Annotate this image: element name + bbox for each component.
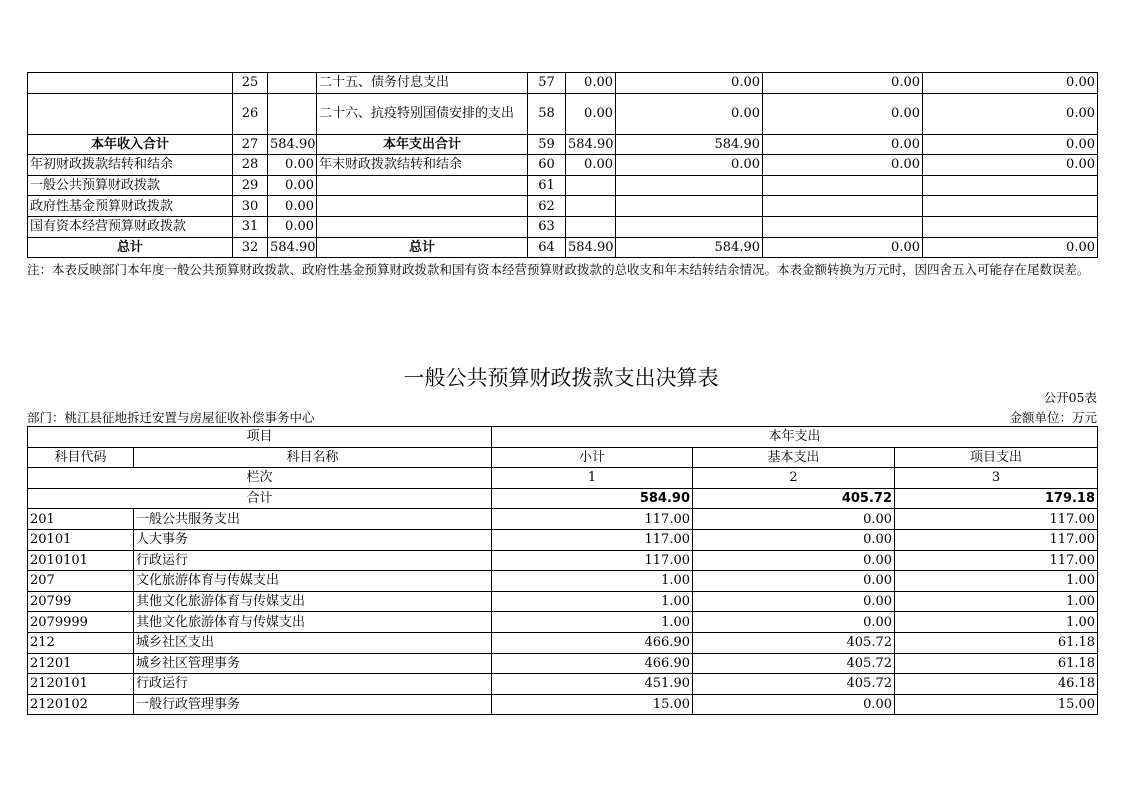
amount-cell xyxy=(923,216,1098,237)
subtotal-cell: 117.00 xyxy=(492,509,693,530)
project-cell: 117.00 xyxy=(895,509,1098,530)
amount-cell: 584.90 xyxy=(566,237,616,258)
row-number: 25 xyxy=(233,73,268,94)
table-row xyxy=(28,93,1098,134)
amount-cell: 0.00 xyxy=(566,73,616,94)
right-label xyxy=(317,196,528,217)
left-amount xyxy=(268,73,317,94)
project-cell: 46.18 xyxy=(895,674,1098,695)
project-cell: 117.00 xyxy=(895,550,1098,571)
project-cell: 61.18 xyxy=(895,653,1098,674)
amount-cell: 0.00 xyxy=(763,93,923,134)
left-label: 本年收入合计 xyxy=(28,134,233,155)
subject-code: 201 xyxy=(28,509,134,530)
header-column-order: 栏次 xyxy=(28,468,492,489)
table-row xyxy=(28,529,1098,550)
table-row xyxy=(28,73,1098,94)
basic-cell: 0.00 xyxy=(693,694,895,715)
left-amount: 0.00 xyxy=(268,175,317,196)
subject-name: 其他文化旅游体育与传媒支出 xyxy=(134,591,492,612)
amount-cell: 0.00 xyxy=(763,155,923,176)
left-label xyxy=(28,73,233,94)
amount-cell: 584.90 xyxy=(566,134,616,155)
table-row xyxy=(28,237,1098,258)
right-row-number: 60 xyxy=(528,155,566,176)
subject-code: 2120101 xyxy=(28,674,134,695)
column-index: 3 xyxy=(895,468,1098,489)
row-number: 31 xyxy=(233,216,268,237)
header-subject-code: 科目代码 xyxy=(28,447,134,468)
header-row xyxy=(28,427,1098,448)
subject-name: 行政运行 xyxy=(134,674,492,695)
subject-name: 城乡社区管理事务 xyxy=(134,653,492,674)
subtotal-cell: 117.00 xyxy=(492,550,693,571)
table-row xyxy=(28,653,1098,674)
total-row xyxy=(28,488,1098,509)
table-row xyxy=(28,632,1098,653)
header-project-expenditure: 项目支出 xyxy=(895,447,1098,468)
subject-code: 2010101 xyxy=(28,550,134,571)
left-amount: 0.00 xyxy=(268,216,317,237)
amount-cell xyxy=(566,196,616,217)
subtotal-cell: 15.00 xyxy=(492,694,693,715)
row-number: 28 xyxy=(233,155,268,176)
amount-cell xyxy=(763,216,923,237)
amount-cell xyxy=(763,196,923,217)
basic-cell: 405.72 xyxy=(693,653,895,674)
amount-cell: 0.00 xyxy=(616,73,763,94)
row-number: 30 xyxy=(233,196,268,217)
left-amount: 0.00 xyxy=(268,155,317,176)
basic-cell: 0.00 xyxy=(693,612,895,633)
subtotal-cell: 466.90 xyxy=(492,653,693,674)
left-amount: 584.90 xyxy=(268,134,317,155)
subject-name: 其他文化旅游体育与传媒支出 xyxy=(134,612,492,633)
amount-cell xyxy=(616,216,763,237)
subject-code: 212 xyxy=(28,632,134,653)
amount-cell: 0.00 xyxy=(763,134,923,155)
column-index: 1 xyxy=(492,468,693,489)
header-subtotal: 小计 xyxy=(492,447,693,468)
amount-cell: 0.00 xyxy=(616,155,763,176)
subject-name: 文化旅游体育与传媒支出 xyxy=(134,571,492,592)
left-label xyxy=(28,93,233,134)
basic-cell: 405.72 xyxy=(693,632,895,653)
row-number: 26 xyxy=(233,93,268,134)
amount-cell: 0.00 xyxy=(566,155,616,176)
right-label: 二十六、抗疫特别国债安排的支出 xyxy=(317,93,528,134)
header-subject-name: 科目名称 xyxy=(134,447,492,468)
subtotal-cell: 451.90 xyxy=(492,674,693,695)
row-number: 29 xyxy=(233,175,268,196)
table-row xyxy=(28,591,1098,612)
basic-cell: 0.00 xyxy=(693,591,895,612)
left-amount: 584.90 xyxy=(268,237,317,258)
total-label: 合计 xyxy=(28,488,492,509)
table-row xyxy=(28,196,1098,217)
right-label: 总计 xyxy=(317,237,528,258)
subject-code: 21201 xyxy=(28,653,134,674)
right-label: 二十五、债务付息支出 xyxy=(317,73,528,94)
amount-cell: 0.00 xyxy=(923,155,1098,176)
left-amount: 0.00 xyxy=(268,196,317,217)
total-subtotal: 584.90 xyxy=(492,488,693,509)
basic-cell: 0.00 xyxy=(693,509,895,530)
project-cell: 15.00 xyxy=(895,694,1098,715)
right-row-number: 63 xyxy=(528,216,566,237)
table-row xyxy=(28,612,1098,633)
basic-cell: 0.00 xyxy=(693,571,895,592)
subtotal-cell: 466.90 xyxy=(492,632,693,653)
row-number: 32 xyxy=(233,237,268,258)
right-row-number: 58 xyxy=(528,93,566,134)
general-budget-expenditure-table xyxy=(27,426,1098,715)
subject-name: 人大事务 xyxy=(134,529,492,550)
right-row-number: 64 xyxy=(528,237,566,258)
subtotal-cell: 1.00 xyxy=(492,612,693,633)
column-index-row xyxy=(28,468,1098,489)
right-row-number: 59 xyxy=(528,134,566,155)
table-row xyxy=(28,674,1098,695)
amount-unit-label: 金额单位：万元 xyxy=(1009,410,1097,425)
right-label: 本年支出合计 xyxy=(317,134,528,155)
subject-name: 一般行政管理事务 xyxy=(134,694,492,715)
header-row xyxy=(28,447,1098,468)
amount-cell xyxy=(923,175,1098,196)
left-label: 国有资本经营预算财政拨款 xyxy=(28,216,233,237)
amount-cell: 584.90 xyxy=(616,134,763,155)
amount-cell xyxy=(923,196,1098,217)
amount-cell xyxy=(566,175,616,196)
column-index: 2 xyxy=(693,468,895,489)
subtotal-cell: 1.00 xyxy=(492,591,693,612)
amount-cell: 584.90 xyxy=(616,237,763,258)
amount-cell: 0.00 xyxy=(566,93,616,134)
row-number: 27 xyxy=(233,134,268,155)
project-cell: 61.18 xyxy=(895,632,1098,653)
amount-cell xyxy=(616,196,763,217)
header-project: 项目 xyxy=(28,427,492,448)
project-cell: 1.00 xyxy=(895,591,1098,612)
project-cell: 1.00 xyxy=(895,612,1098,633)
header-basic-expenditure: 基本支出 xyxy=(693,447,895,468)
amount-cell xyxy=(616,175,763,196)
left-label: 年初财政拨款结转和结余 xyxy=(28,155,233,176)
right-row-number: 57 xyxy=(528,73,566,94)
total-basic: 405.72 xyxy=(693,488,895,509)
basic-cell: 405.72 xyxy=(693,674,895,695)
project-cell: 117.00 xyxy=(895,529,1098,550)
department-label: 部门：桃江县征地拆迁安置与房屋征收补偿事务中心 xyxy=(27,410,315,425)
basic-cell: 0.00 xyxy=(693,529,895,550)
total-project: 179.18 xyxy=(895,488,1098,509)
income-expense-summary-table xyxy=(27,72,1098,258)
subject-name: 一般公共服务支出 xyxy=(134,509,492,530)
amount-cell: 0.00 xyxy=(763,73,923,94)
page-title: 一般公共预算财政拨款支出决算表 xyxy=(403,366,719,390)
amount-cell xyxy=(566,216,616,237)
right-row-number: 61 xyxy=(528,175,566,196)
basic-cell: 0.00 xyxy=(693,550,895,571)
table-row xyxy=(28,216,1098,237)
right-label xyxy=(317,216,528,237)
right-label xyxy=(317,175,528,196)
amount-cell: 0.00 xyxy=(923,73,1098,94)
project-cell: 1.00 xyxy=(895,571,1098,592)
amount-cell: 0.00 xyxy=(923,237,1098,258)
table-row xyxy=(28,571,1098,592)
right-label: 年末财政拨款结转和结余 xyxy=(317,155,528,176)
amount-cell: 0.00 xyxy=(763,237,923,258)
amount-cell xyxy=(763,175,923,196)
table-row xyxy=(28,509,1098,530)
left-label: 政府性基金预算财政拨款 xyxy=(28,196,233,217)
subject-code: 207 xyxy=(28,571,134,592)
subject-code: 20799 xyxy=(28,591,134,612)
header-current-year-expenditure: 本年支出 xyxy=(492,427,1098,448)
table-row xyxy=(28,155,1098,176)
subject-code: 20101 xyxy=(28,529,134,550)
table-row xyxy=(28,694,1098,715)
subtotal-cell: 117.00 xyxy=(492,529,693,550)
amount-cell: 0.00 xyxy=(616,93,763,134)
table-row xyxy=(28,550,1098,571)
form-code: 公开05表 xyxy=(1043,390,1097,405)
table-row xyxy=(28,134,1098,155)
right-row-number: 62 xyxy=(528,196,566,217)
left-amount xyxy=(268,93,317,134)
left-label: 一般公共预算财政拨款 xyxy=(28,175,233,196)
table-note: 注：本表反映部门本年度一般公共预算财政拨款、政府性基金预算财政拨款和国有资本经营预算财政拨款的总收支和年末结转结余情况。本表金额转换为万元时，因四舍五入可能存在尾数误差。 xyxy=(27,262,1090,277)
subtotal-cell: 1.00 xyxy=(492,571,693,592)
left-label: 总计 xyxy=(28,237,233,258)
amount-cell: 0.00 xyxy=(923,93,1098,134)
subject-code: 2079999 xyxy=(28,612,134,633)
subject-name: 城乡社区支出 xyxy=(134,632,492,653)
subject-name: 行政运行 xyxy=(134,550,492,571)
amount-cell: 0.00 xyxy=(923,134,1098,155)
table-row xyxy=(28,175,1098,196)
subject-code: 2120102 xyxy=(28,694,134,715)
